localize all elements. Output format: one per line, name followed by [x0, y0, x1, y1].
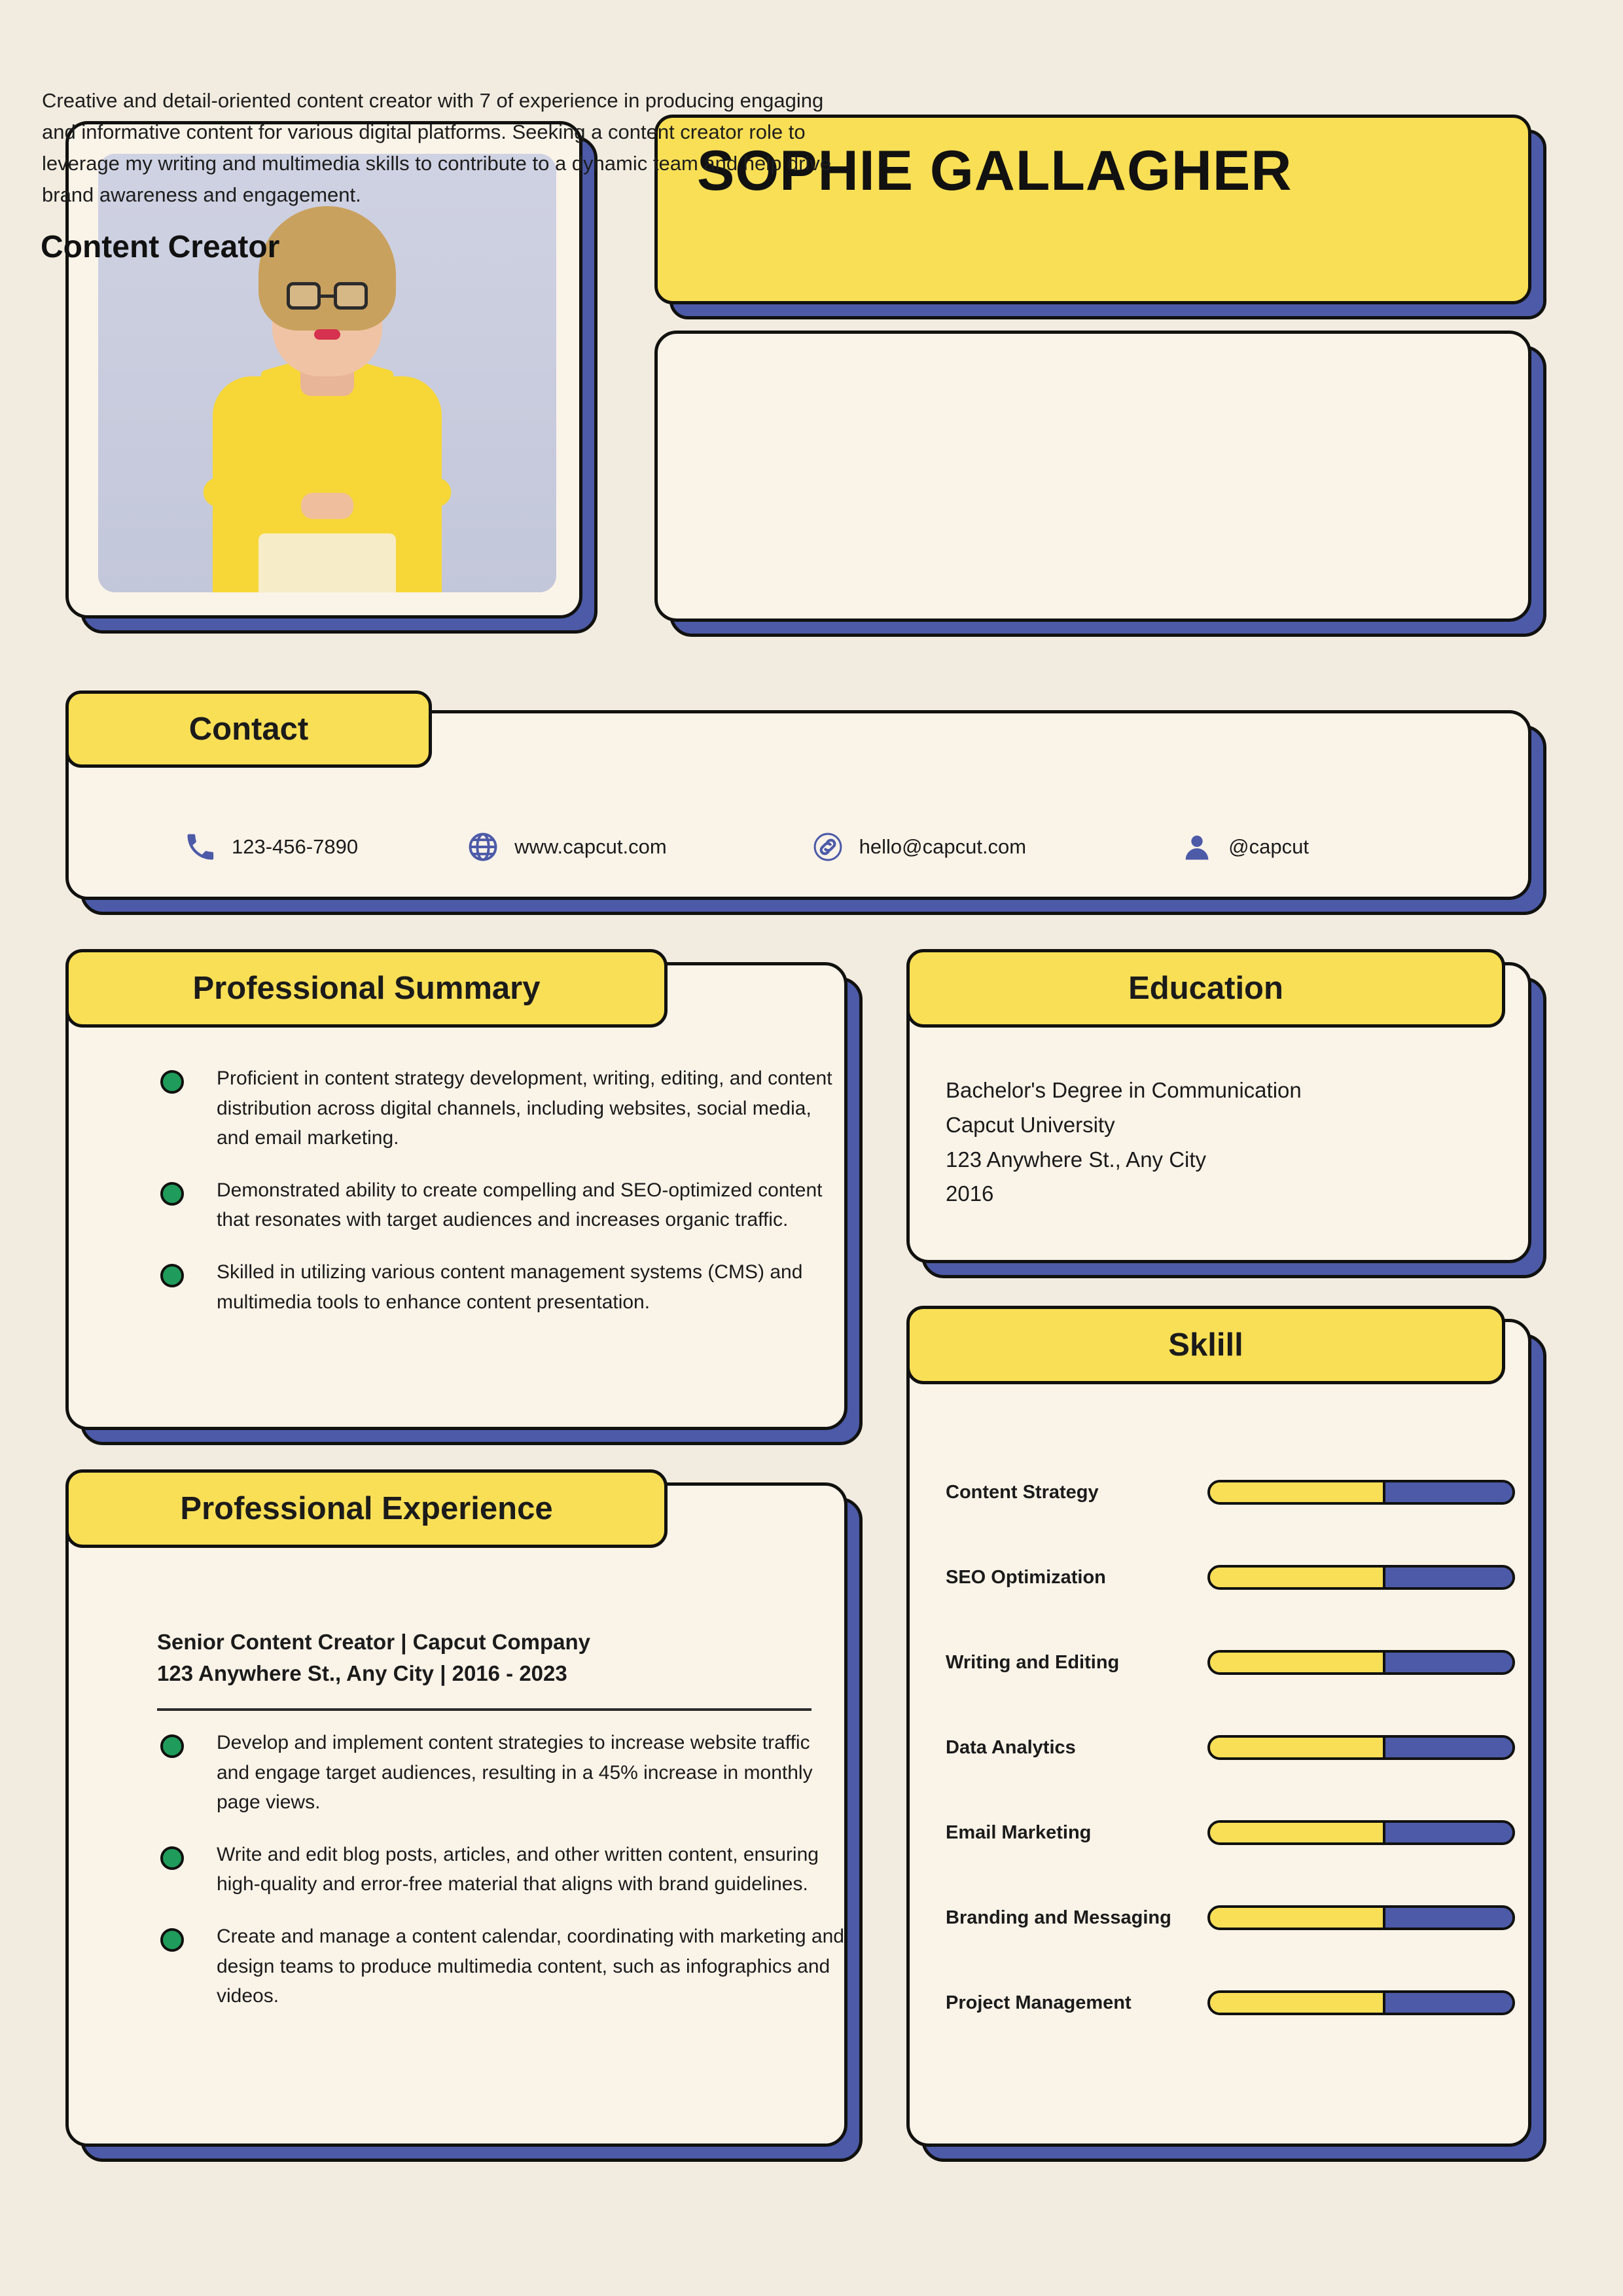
education-address: 123 Anywhere St., Any City: [946, 1147, 1207, 1172]
skill-meter-fill: [1210, 1993, 1385, 2013]
contact-social-label: @capcut: [1228, 835, 1309, 858]
professional-summary-title: [65, 949, 668, 1028]
link-icon: [811, 830, 845, 864]
skill-meter-fill: [1210, 1908, 1385, 1928]
bullet-dot-icon: [160, 1182, 184, 1206]
skills-card: [906, 1319, 1531, 2147]
professional-experience-title: [65, 1469, 668, 1548]
experience-role-title: Senior Content Creator | Capcut Company: [157, 1630, 590, 1654]
list-item-text: Create and manage a content calendar, coordinating with marketing and design teams to produce multimedia content, such as infographics and videos.: [217, 1925, 844, 2007]
contact-phone[interactable]: [183, 830, 358, 864]
skill-row: [910, 1705, 1528, 1790]
skill-meter: [1207, 1735, 1515, 1760]
professional-experience-card: [65, 1482, 847, 2147]
skill-row: [910, 1790, 1528, 1875]
list-item: [69, 1257, 844, 1317]
phone-icon: [183, 830, 217, 864]
list-item: [69, 1175, 844, 1235]
skill-meter: [1207, 1480, 1515, 1505]
bullet-dot-icon: [160, 1264, 184, 1287]
skills-list: [910, 1450, 1528, 2045]
education-details: [946, 1073, 1302, 1211]
bullet-dot-icon: [160, 1734, 184, 1758]
skill-label: Content Strategy: [946, 1481, 1099, 1503]
skill-label: Branding and Messaging: [946, 1907, 1171, 1928]
skill-meter: [1207, 1990, 1515, 2015]
skill-meter-fill: [1210, 1738, 1385, 1757]
contact-phone-label: 123-456-7890: [232, 835, 359, 858]
profile-summary-card: [654, 331, 1531, 622]
skill-label: Project Management: [946, 1992, 1132, 2013]
contact-website[interactable]: [466, 830, 667, 864]
job-title: Content Creator: [41, 230, 280, 264]
list-item: [69, 1922, 844, 2011]
skill-row: [910, 1875, 1528, 1960]
experience-role-meta: 123 Anywhere St., Any City | 2016 - 2023: [157, 1660, 567, 1685]
skills-title: [906, 1306, 1505, 1384]
professional-summary-title-label: Professional Summary: [192, 971, 541, 1006]
skill-meter-fill: [1210, 1653, 1385, 1672]
list-item: [69, 1064, 844, 1153]
skill-label: Data Analytics: [946, 1736, 1076, 1758]
education-title-label: Education: [1128, 971, 1283, 1006]
person-icon: [1180, 830, 1214, 864]
skill-label: Writing and Editing: [946, 1651, 1120, 1673]
contact-title-label: Contact: [188, 711, 309, 747]
skill-row: [910, 1620, 1528, 1705]
contact-section-title: [65, 691, 432, 768]
skill-meter-fill: [1210, 1823, 1385, 1842]
list-item-text: Skilled in utilizing various content management systems (CMS) and multimedia tools to enhance content presentation.: [217, 1261, 803, 1313]
skill-row: [910, 1960, 1528, 2045]
bullet-dot-icon: [160, 1846, 184, 1870]
contact-email[interactable]: [811, 830, 1026, 864]
education-year: 2016: [946, 1181, 994, 1206]
skill-meter: [1207, 1905, 1515, 1930]
skill-row: [910, 1535, 1528, 1620]
professional-summary-bullets: [69, 1064, 844, 1339]
list-item-text: Demonstrated ability to create compelling and SEO-optimized content that resonates with target audiences and increases organic traffic.: [217, 1179, 823, 1231]
skill-label: SEO Optimization: [946, 1566, 1106, 1588]
skill-row: [910, 1450, 1528, 1535]
skill-meter: [1207, 1650, 1515, 1675]
profile-summary-text: Creative and detail-oriented content creator with 7 of experience in producing engaging and informative content for various digital platforms. Seeking a content creator role to leverage my writing and multimedia skills to contribute to a dynamic team and help drive brand awareness and engagement.: [42, 89, 832, 207]
skill-meter: [1207, 1565, 1515, 1590]
page-title: SOPHIE GALLAGHER: [697, 139, 1293, 202]
bullet-dot-icon: [160, 1928, 184, 1952]
globe-icon: [466, 830, 500, 864]
skills-title-label: Sklill: [1168, 1327, 1243, 1363]
skill-meter-fill: [1210, 1482, 1385, 1502]
bullet-dot-icon: [160, 1070, 184, 1094]
profile-photo: [98, 154, 556, 592]
contact-social[interactable]: [1180, 830, 1309, 864]
professional-experience-title-label: Professional Experience: [180, 1491, 553, 1526]
list-item-text: Proficient in content strategy development, writing, editing, and content distribution across digital channels, including websites, social media, and email marketing.: [217, 1067, 832, 1149]
education-title: [906, 949, 1505, 1028]
education-degree: Bachelor's Degree in Communication: [946, 1078, 1302, 1102]
list-item-text: Develop and implement content strategies to increase website traffic and engage target audiences, resulting in a 45% increase in monthly page views.: [217, 1732, 813, 1814]
experience-bullets: [69, 1728, 844, 2034]
skill-meter: [1207, 1820, 1515, 1845]
contact-website-label: www.capcut.com: [514, 835, 667, 858]
skill-meter-fill: [1210, 1568, 1385, 1587]
divider: [157, 1708, 812, 1711]
experience-role: [157, 1626, 812, 1689]
contact-row: [69, 830, 1535, 864]
list-item: [69, 1840, 844, 1899]
education-school: Capcut University: [946, 1112, 1115, 1137]
list-item: [69, 1728, 844, 1818]
professional-summary-card: [65, 962, 847, 1430]
skill-label: Email Marketing: [946, 1821, 1092, 1843]
list-item-text: Write and edit blog posts, articles, and other written content, ensuring high-quality and error-free material that aligns with brand guidelines.: [217, 1843, 819, 1895]
contact-email-label: hello@capcut.com: [859, 835, 1027, 858]
